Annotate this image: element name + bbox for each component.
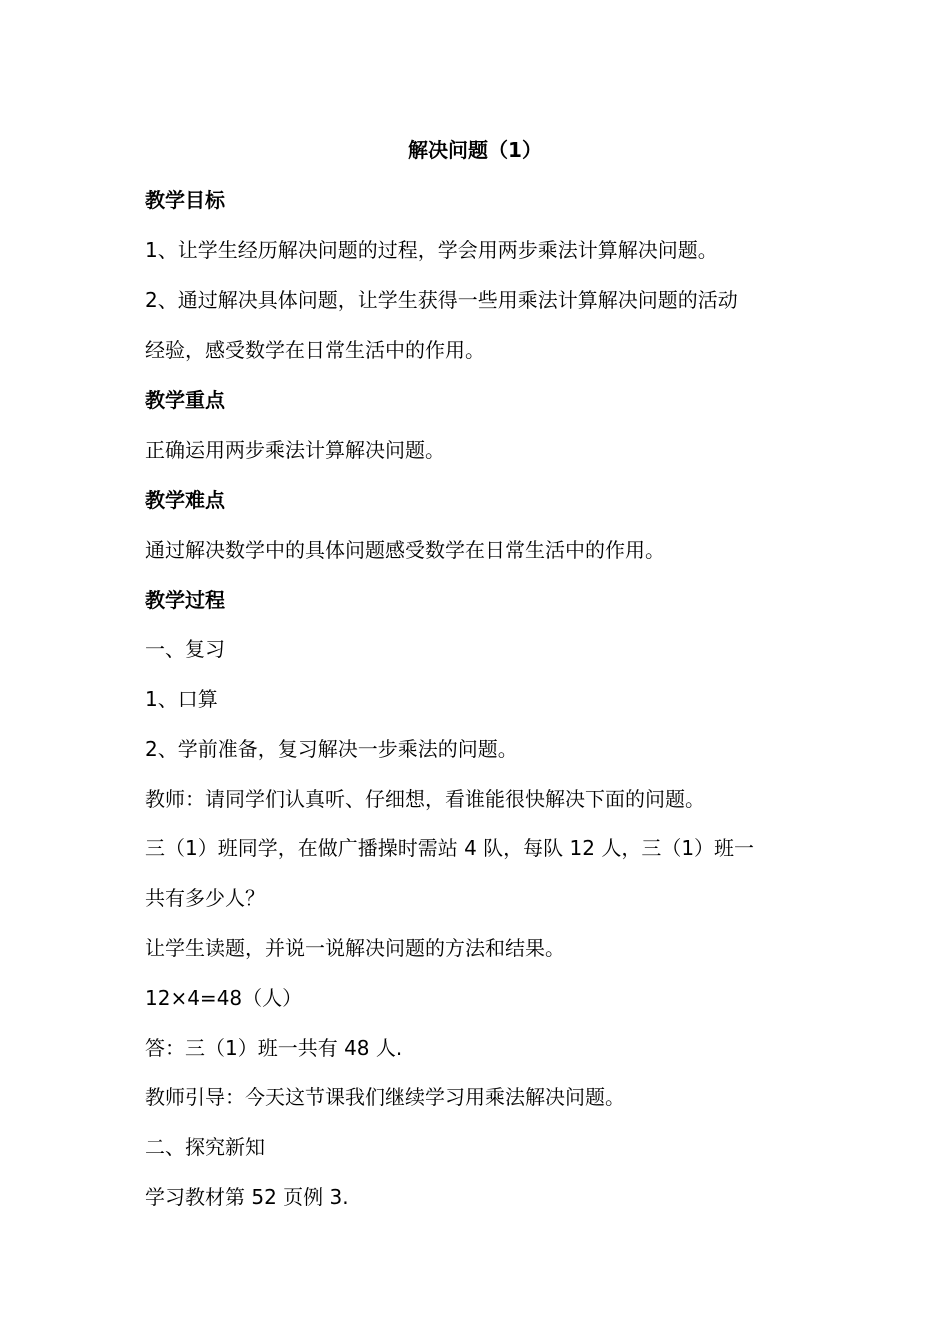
objective-1: 1、让学生经历解决问题的过程，学会用两步乘法计算解决问题。 xyxy=(145,238,718,262)
step-oral-calc: 1、口算 xyxy=(145,687,218,711)
key-points-heading: 教学重点 xyxy=(145,388,225,412)
step-preparation: 2、学前准备，复习解决一步乘法的问题。 xyxy=(145,737,518,761)
equation: 12×4=48（人） xyxy=(145,986,303,1010)
section-explore: 二、探究新知 xyxy=(145,1135,265,1159)
objective-2-line1: 2、通过解决具体问题，让学生获得一些用乘法计算解决问题的活动 xyxy=(145,288,738,312)
teacher-prompt: 教师：请同学们认真听、仔细想，看谁能很快解决下面的问题。 xyxy=(145,787,705,811)
difficulties-text: 通过解决数学中的具体问题感受数学在日常生活中的作用。 xyxy=(145,538,665,562)
objective-2-line2: 经验，感受数学在日常生活中的作用。 xyxy=(145,338,485,362)
document-title: 解决问题（1） xyxy=(408,138,542,162)
instruction: 让学生读题，并说一说解决问题的方法和结果。 xyxy=(145,936,565,960)
answer: 答：三（1）班一共有 48 人. xyxy=(145,1036,403,1060)
problem-line1: 三（1）班同学，在做广播操时需站 4 队，每队 12 人，三（1）班一 xyxy=(145,836,755,860)
difficulties-heading: 教学难点 xyxy=(145,488,225,512)
process-heading: 教学过程 xyxy=(145,588,225,612)
key-points-text: 正确运用两步乘法计算解决问题。 xyxy=(145,438,445,462)
section-review: 一、复习 xyxy=(145,637,225,661)
study-reference: 学习教材第 52 页例 3. xyxy=(145,1185,349,1209)
objectives-heading: 教学目标 xyxy=(145,188,225,212)
teacher-guide: 教师引导：今天这节课我们继续学习用乘法解决问题。 xyxy=(145,1085,625,1109)
problem-line2: 共有多少人？ xyxy=(145,886,265,910)
